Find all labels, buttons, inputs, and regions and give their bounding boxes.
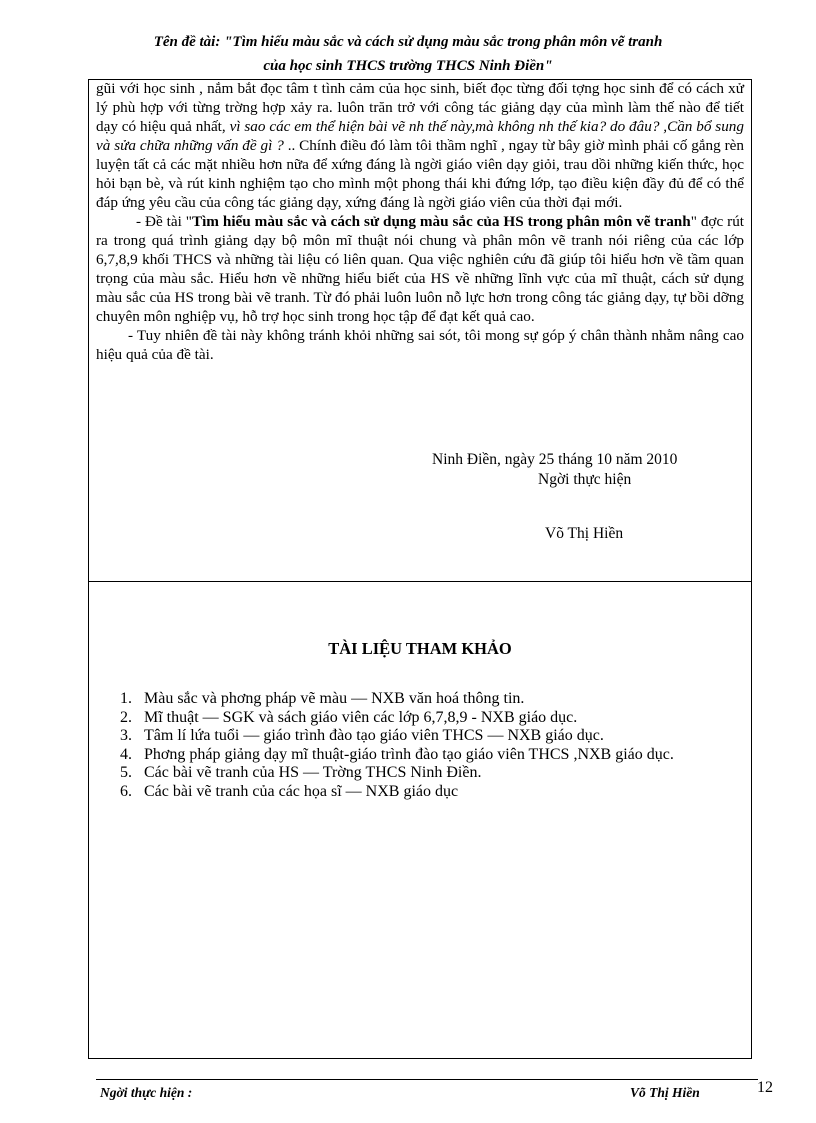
signature-role: Ngời thực hiện bbox=[538, 471, 632, 488]
paragraph-1-text-b: .. Chính điều đó làm tôi thầm nghĩ , ngay từ bây giờ mình phải cố gắng rèn luyện tất cả các mặt nhiều hơn nữa để xứng đáng là ngời giáo viên dạy giỏi, trau dồi những kiến thức, học hỏi bạn bè, và rút kinh nghiệm tạo cho mình một phong thái khi đứng lớp, tạo điều kiện đầy đủ để có thể đáp ứng yêu cầu của công tác giảng dạy, xứng đáng là ngời giáo viên của thời đại mới. bbox=[96, 137, 744, 211]
reference-item bbox=[112, 746, 744, 765]
reference-text: Mĩ thuật — SGK và sách giáo viên các lớp 6,7,8,9 - NXB giáo dục. bbox=[144, 708, 578, 726]
header-title-line-1: Tên đề tài: "Tìm hiểu màu sắc và cách sử dụng màu sắc trong phân môn vẽ tranh bbox=[153, 34, 663, 50]
references-list bbox=[112, 690, 744, 801]
reference-text: Các bài vẽ tranh của các họa sĩ — NXB giáo dục bbox=[144, 782, 459, 800]
paragraph-1-italic: vì sao các em thể hiện bài vẽ nh thế này,mà không nh thế kia? do đâu? ,Cần bổ sung và sửa chữa những vấn đề gì ? bbox=[96, 118, 744, 154]
paragraph-2-bold-title: Tìm hiểu màu sắc và cách sử dụng màu sắc của HS trong phân môn vẽ tranh bbox=[191, 213, 691, 230]
reference-item bbox=[112, 690, 744, 709]
paragraph-3-text: - Tuy nhiên đề tài này không tránh khỏi những sai sót, tôi mong sự góp ý chân thành nhằm nâng cao hiệu quả của đề tài. bbox=[96, 327, 744, 363]
reference-number: 1. bbox=[120, 690, 132, 707]
paragraph-1 bbox=[96, 79, 744, 212]
references-title: TÀI LIỆU THAM KHẢO bbox=[328, 639, 512, 658]
section-divider bbox=[88, 581, 752, 582]
reference-number: 6. bbox=[120, 782, 132, 800]
body-text bbox=[96, 79, 744, 364]
reference-item bbox=[112, 783, 744, 802]
footer-author-label: Ngời thực hiện : bbox=[100, 1085, 193, 1100]
reference-text: Phơng pháp giảng dạy mĩ thuật-giáo trình đào tạo giáo viên THCS ,NXB giáo dục. bbox=[144, 745, 674, 763]
reference-item bbox=[112, 727, 744, 746]
reference-number: 3. bbox=[120, 727, 132, 744]
reference-number: 4. bbox=[120, 745, 132, 763]
reference-text: Tâm lí lứa tuổi — giáo trình đào tạo giáo viên THCS — NXB giáo dục. bbox=[144, 727, 604, 744]
paragraph-1-text-a: gũi với học sinh , nắm bắt đọc tâm t tình cảm của học sinh, biết đọc từng đối tợng học sinh để có cách xử lý phù hợp với từng trờng hợp xảy ra. luôn trăn trở với công tác giảng dạy của mình làm thế nào để tiết dạy có hiệu quả nhất, bbox=[96, 80, 744, 135]
reference-text: Màu sắc và phơng pháp vẽ màu — NXB văn hoá thông tin. bbox=[144, 690, 525, 707]
signature-place-date: Ninh Điền, ngày 25 tháng 10 năm 2010 bbox=[432, 451, 678, 468]
paragraph-2-lead: - Đề tài " bbox=[136, 213, 192, 230]
reference-item bbox=[112, 764, 744, 783]
reference-number: 2. bbox=[120, 708, 132, 726]
header-title-line-2: của học sinh THCS trường THCS Ninh Điền" bbox=[263, 58, 553, 74]
document-header bbox=[40, 30, 776, 78]
paragraph-2 bbox=[96, 212, 744, 326]
paragraph-3 bbox=[96, 326, 744, 364]
paragraph-2-text: " đợc rút ra trong quá trình giảng dạy bộ môn mĩ thuật nói chung và phân môn vẽ tranh nói riêng của các lớp 6,7,8,9 khối THCS và những tài liệu có liên quan. Qua việc nghiên cứu đã giúp tôi hiểu hơn về tầm quan trọng của màu sắc. Hiểu hơn về những hiểu biết của HS về những lĩnh vực của mĩ thuật, cách sử dụng màu sắc của HS trong bài vẽ tranh. Từ đó phải luôn luôn nỗ lực hơn trong công tác giảng dạy, tự bồi dỡng chuyên môn nghiệp vụ, hỗ trợ học sinh trong học tập để đạt kết quả cao. bbox=[96, 213, 745, 325]
signature-name: Võ Thị Hiền bbox=[545, 525, 624, 542]
reference-item bbox=[112, 709, 744, 728]
page-number: 12 bbox=[757, 1079, 773, 1096]
reference-text: Các bài vẽ tranh của HS — Trờng THCS Ninh Điền. bbox=[144, 764, 482, 781]
footer-author-name: Võ Thị Hiền bbox=[630, 1085, 700, 1100]
reference-number: 5. bbox=[120, 764, 132, 781]
footer-rule bbox=[96, 1079, 758, 1080]
